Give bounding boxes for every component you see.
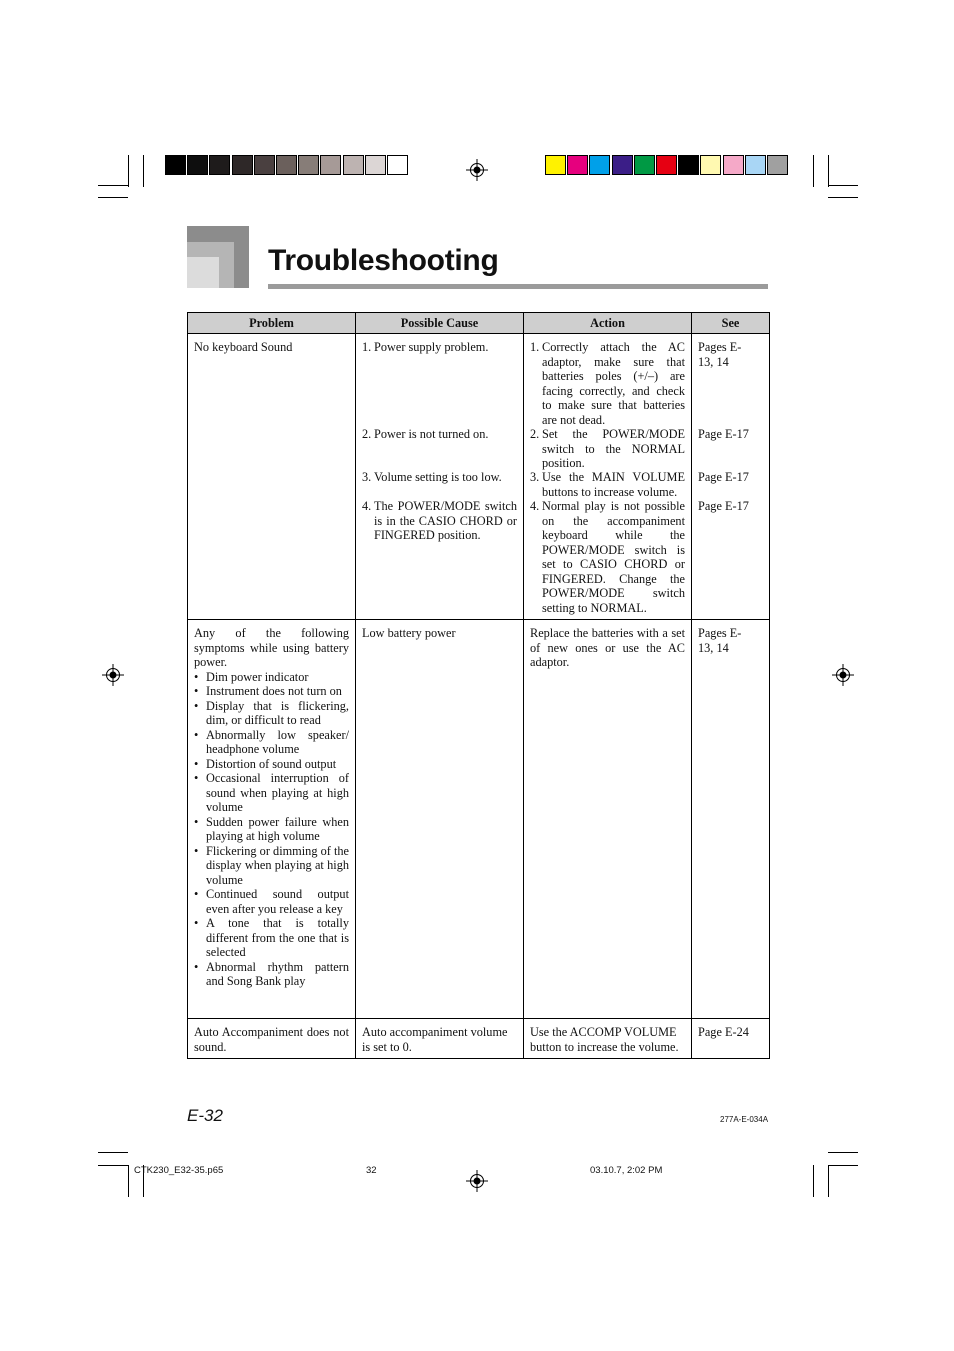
crop-mark: [828, 1152, 858, 1153]
list-item: • Sudden power failure when playing at high volume: [194, 814, 349, 843]
crop-mark: [828, 185, 858, 186]
color-swatch: [187, 155, 208, 175]
action-cell: [524, 334, 692, 620]
list-item: 3. Use the MAIN VOLUME buttons to increase volume.: [530, 470, 685, 499]
crop-mark: [813, 1165, 814, 1197]
color-swatch: [678, 155, 699, 175]
crop-mark: [143, 155, 144, 187]
list-item: • Distortion of sound output: [194, 756, 337, 771]
page-title: Troubleshooting: [268, 244, 499, 277]
page-reference: Page E-17: [698, 499, 749, 513]
list-item: • Abnormally low speaker/ headphone volume: [194, 727, 349, 756]
color-swatch: [634, 155, 655, 175]
crop-mark: [828, 1165, 829, 1197]
list-item: • Continued sound output even after you release a key: [194, 887, 349, 916]
action-text: Use the ACCOMP VOLUME button to increase the volume.: [530, 1025, 679, 1054]
page-reference: Page E-24: [698, 1025, 749, 1039]
color-swatch: [612, 155, 633, 175]
list-item: 2. Power is not turned on.: [362, 427, 489, 441]
title-underline: [268, 284, 768, 289]
crop-mark: [128, 155, 129, 187]
color-swatch: [365, 155, 386, 175]
color-swatch: [589, 155, 610, 175]
cause-cell: [356, 334, 524, 620]
table-row: [188, 334, 770, 620]
column-header-problem: Problem: [188, 313, 356, 334]
crop-mark: [828, 197, 858, 198]
slug-timestamp: 03.10.7, 2:02 PM: [590, 1165, 663, 1176]
table-row: [188, 1019, 770, 1059]
list-item: 4. The POWER/MODE switch is in the CASIO CHORD or FINGERED position.: [362, 499, 517, 542]
list-item: 2. Set the POWER/MODE switch to the NORMAL position.: [530, 427, 685, 470]
crop-mark: [98, 1165, 128, 1166]
slug-page-number: 32: [366, 1165, 377, 1176]
page-reference: Page E-17: [698, 470, 749, 484]
list-item: 3. Volume setting is too low.: [362, 470, 502, 484]
page-reference: Page E-17: [698, 427, 749, 441]
color-swatch: [723, 155, 744, 175]
table-row: [188, 620, 770, 1019]
list-item: 1. Correctly attach the AC adaptor, make sure that batteries poles (+/–) are facing correctly, and check to make sure that batteries are not dead.: [530, 340, 685, 427]
table-header-row: [188, 313, 770, 334]
color-swatch: [767, 155, 788, 175]
see-cell: [692, 1019, 770, 1059]
document-code: 277A-E-034A: [720, 1115, 769, 1124]
registration-mark-icon: [102, 664, 124, 686]
color-swatch: [254, 155, 275, 175]
color-swatch: [165, 155, 186, 175]
color-swatch: [276, 155, 297, 175]
color-swatch: [700, 155, 721, 175]
crop-mark: [98, 185, 128, 186]
cause-text: Low battery power: [362, 626, 456, 640]
list-item: 1. Power supply problem.: [362, 340, 489, 354]
cause-cell: [356, 620, 524, 1019]
color-swatch: [232, 155, 253, 175]
crop-mark: [98, 1152, 128, 1153]
column-header-action: Action: [524, 313, 692, 334]
page-reference: Pages E-13, 14: [698, 626, 742, 655]
list-item: • Instrument does not turn on: [194, 684, 342, 698]
see-cell: [692, 620, 770, 1019]
color-swatch: [656, 155, 677, 175]
color-swatch: [209, 155, 230, 175]
see-cell: [692, 334, 770, 620]
color-swatch: [387, 155, 408, 175]
problem-cell: [188, 1019, 356, 1059]
cause-text: Auto accompaniment volume is set to 0.: [362, 1025, 508, 1054]
list-item: • Flickering or dimming of the display when playing at high volume: [194, 843, 349, 887]
action-text: Replace the batteries with a set of new ones or use the AC adaptor.: [530, 626, 685, 669]
crop-mark: [828, 1165, 858, 1166]
registration-mark-icon: [466, 159, 488, 181]
list-item: • A tone that is totally different from the one that is selected: [194, 916, 349, 959]
crop-mark: [128, 1165, 129, 1197]
crop-mark: [98, 197, 128, 198]
symptom-list: [194, 670, 349, 989]
crop-mark: [828, 155, 829, 187]
problem-cell: [188, 620, 356, 1019]
registration-mark-icon: [832, 664, 854, 686]
column-header-cause: Possible Cause: [356, 313, 524, 334]
page-reference: Pages E-13, 14: [698, 340, 742, 369]
list-item: • Dim power indicator: [194, 669, 309, 684]
list-item: • Abnormal rhythm pattern and Song Bank play: [194, 959, 349, 988]
color-swatch: [298, 155, 319, 175]
troubleshooting-table: [187, 312, 770, 1059]
problem-text: No keyboard Sound: [194, 340, 293, 354]
color-swatch: [343, 155, 364, 175]
page-number-label: E-32: [187, 1106, 223, 1125]
title-decoration: [187, 257, 219, 288]
action-cell: [524, 620, 692, 1019]
cause-cell: [356, 1019, 524, 1059]
crop-mark: [813, 155, 814, 187]
color-swatch: [545, 155, 566, 175]
registration-mark-icon: [466, 1170, 488, 1192]
column-header-see: See: [692, 313, 770, 334]
list-item: • Occasional interruption of sound when playing at high volume: [194, 771, 349, 814]
color-swatch: [320, 155, 341, 175]
action-cell: [524, 1019, 692, 1059]
list-item: 4. Normal play is not possible on the accompaniment keyboard while the POWER/MODE switch is set to CASIO CHORD or FINGERED. Change the POWER/MODE switch setting to NORMAL.: [530, 499, 685, 615]
problem-cell: [188, 334, 356, 620]
color-swatch: [567, 155, 588, 175]
color-swatch: [745, 155, 766, 175]
slug-file-name: CTK230_E32-35.p65: [134, 1165, 224, 1176]
problem-text: Auto Accompaniment does not sound.: [194, 1025, 349, 1054]
list-item: • Display that is flickering, dim, or difficult to read: [194, 698, 349, 727]
problem-text: Any of the following symptoms while using battery power.: [194, 626, 349, 669]
